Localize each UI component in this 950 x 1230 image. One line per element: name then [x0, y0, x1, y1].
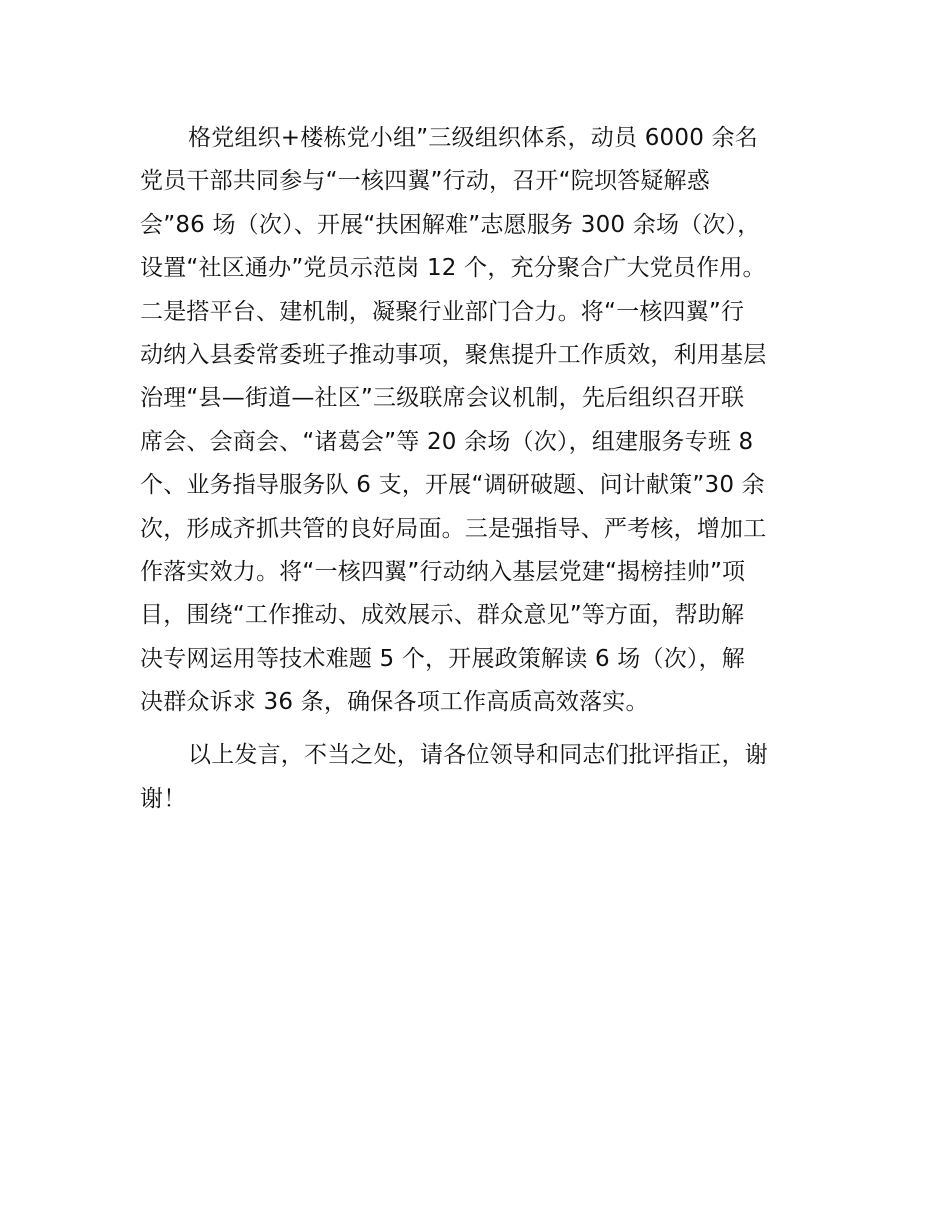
- text-line: 决群众诉求 36 条，确保各项工作高质高效落实。: [140, 689, 649, 716]
- text-line: 党员干部共同参与“一核四翼”行动，召开“院坝答疑解惑: [140, 168, 710, 195]
- text-line: 谢！: [140, 785, 187, 812]
- text-line: 二是搭平台、建机制，凝聚行业部门合力。将“一核四翼”行: [140, 298, 745, 325]
- text-line: 席会、会商会、“诸葛会”等 20 余场（次），组建服务专班 8: [140, 428, 754, 455]
- text-line: 格党组织+楼栋党小组”三级组织体系，动员 6000 余名: [188, 125, 758, 151]
- text-line: 以上发言，不当之处，请各位领导和同志们批评指正，谢: [188, 742, 768, 769]
- document-body: [140, 117, 830, 821]
- text-line: 会”86 场（次）、开展“扶困解难”志愿服务 300 余场（次），: [140, 211, 761, 238]
- text-line: 目，围绕“工作推动、成效展示、群众意见”等方面，帮助解: [140, 602, 745, 629]
- text-line: 决专网运用等技术难题 5 个，开展政策解读 6 场（次），解: [140, 645, 746, 672]
- text-line: 个、业务指导服务队 6 支，开展“调研破题、问计献策”30 余: [140, 472, 765, 499]
- text-line: 次，形成齐抓共管的良好局面。三是强指导、严考核，增加工: [140, 515, 767, 542]
- text-line: 设置“社区通办”党员示范岗 12 个，充分聚合广大党员作用。: [140, 255, 766, 282]
- text-line: 治理“县—街道—社区”三级联席会议机制，先后组织召开联: [140, 385, 745, 412]
- paragraph-organization-work: [140, 117, 830, 724]
- text-line: 作落实效力。将“一核四翼”行动纳入基层党建“揭榜挂帅”项: [140, 558, 746, 585]
- paragraph-closing-remarks: [140, 734, 830, 821]
- text-line: 动纳入县委常委班子推动事项，聚焦提升工作质效，利用基层: [140, 341, 767, 368]
